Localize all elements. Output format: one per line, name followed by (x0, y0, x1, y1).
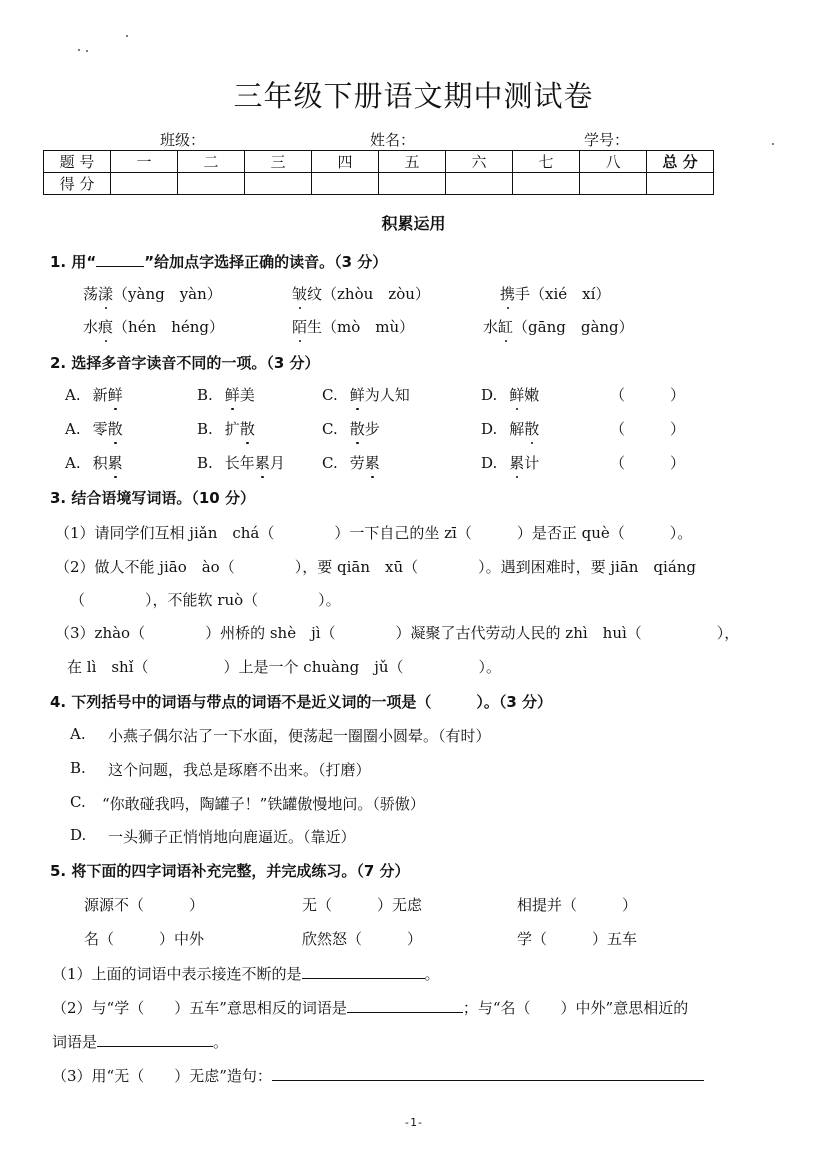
score-header-cell: 四 (312, 151, 379, 173)
q3-line: 在 lì shǐ（ ）上是一个 chuàng jǔ（ ）。 (67, 658, 502, 676)
score-cell[interactable] (111, 173, 178, 195)
q2-option-text: 计 (524, 454, 540, 472)
scan-speck (772, 143, 774, 145)
score-cell[interactable] (513, 173, 580, 195)
score-table-header-row (44, 151, 714, 173)
q2-option (481, 384, 539, 405)
q5-sub-2-text: （2）与“学（ ）五车”意思相反的词语是 (52, 999, 347, 1017)
q2-option-letter: A. (65, 420, 81, 438)
q2-option (322, 452, 380, 473)
q2-answer-paren[interactable]: （ ） (610, 386, 686, 404)
dotted-char: 累 (509, 454, 525, 472)
q2-option-letter: B. (197, 386, 213, 404)
score-cell[interactable] (245, 173, 312, 195)
q1-title-post: ”给加点字选择正确的读音。（3 分） (144, 253, 388, 271)
q2-option-letter: B. (197, 454, 213, 472)
dotted-char: 陌 (292, 318, 308, 336)
q2-option-letter: A. (65, 386, 81, 404)
class-label: 班级： (160, 131, 206, 149)
q5-idiom: 学（ ）五车 (517, 930, 638, 948)
q1-item (83, 316, 224, 337)
q5-idiom: 名（ ）中外 (84, 930, 205, 948)
q2-option-text: 为人知 (364, 386, 410, 404)
q2-option-letter: D. (481, 454, 498, 472)
q3-line: （1）请同学们互相 jiǎn chá（ ）一下自己的坐 zī（ ）是否正 què（ ）。 (55, 524, 693, 542)
q1-item (292, 316, 414, 337)
score-cell[interactable] (379, 173, 446, 195)
q2-option-text: 新 (92, 386, 108, 404)
q4-option-label: D. (70, 826, 87, 844)
q2-option (197, 384, 255, 405)
answer-blank[interactable] (272, 1066, 704, 1081)
q5-idiom: 相提并（ ） (517, 896, 638, 914)
dotted-char: 累 (107, 454, 123, 472)
q5-sub-2-line-2 (52, 1031, 228, 1052)
question-3-title: 3. 结合语境写词语。（10 分） (50, 489, 255, 507)
q1-title-pre: 1. 用“ (50, 253, 97, 271)
q1-pinyin-options: （xié xí） (530, 285, 611, 303)
score-header-cell: 三 (245, 151, 312, 173)
answer-blank[interactable] (347, 998, 463, 1013)
q4-option-text: 一头狮子正悄悄地向鹿逼近。（靠近） (108, 828, 356, 846)
q2-option-letter: B. (197, 420, 213, 438)
question-4-title: 4. 下列括号中的词语与带点的词语不是近义词的一项是（ ）。（3 分） (50, 693, 553, 711)
dotted-char: 漾 (98, 285, 114, 303)
q1-item-text: 水 (483, 318, 499, 336)
q4-option-label: A. (70, 725, 86, 743)
score-table (43, 150, 714, 195)
answer-blank[interactable] (302, 964, 425, 979)
q2-option-text: 积 (92, 454, 108, 472)
q1-item-text: 水 (83, 318, 99, 336)
score-header-cell: 二 (178, 151, 245, 173)
q2-option (65, 384, 123, 405)
score-header-cell: 八 (580, 151, 647, 173)
q5-sub-2-text-mid: ；与“名（ ）中外”意思相近的 (462, 999, 689, 1017)
q1-item (292, 283, 430, 304)
q4-option-label: C. (70, 793, 86, 811)
q1-item (483, 316, 634, 337)
q5-sub-1-end: 。 (424, 965, 440, 983)
q1-pinyin-options: （zhòu zòu） (322, 285, 430, 303)
q5-sub-3 (52, 1065, 704, 1086)
q2-option-text: 美 (239, 386, 255, 404)
q2-option (197, 418, 255, 439)
score-header-cell: 题 号 (44, 151, 111, 173)
q1-item-text: 纹 (307, 285, 323, 303)
q2-option-text: 嫩 (524, 386, 540, 404)
dotted-char: 缸 (498, 318, 514, 336)
q1-pinyin-options: （yàng yàn） (113, 285, 222, 303)
q5-sub-2 (52, 997, 688, 1018)
dotted-char: 鲜 (107, 386, 123, 404)
dotted-char: 散 (524, 420, 540, 438)
dotted-char: 散 (239, 420, 255, 438)
q2-option-text: 长年 (224, 454, 255, 472)
student-id-label: 学号： (584, 131, 630, 149)
question-1-title (50, 251, 387, 272)
q2-option-letter: C. (322, 386, 338, 404)
q3-line: （2）做人不能 jiāo ào（ ），要 qiān xū（ ）。遇到困难时，要 jiān qiáng (55, 558, 697, 576)
dotted-char: 鲜 (349, 386, 365, 404)
q2-option-letter: C. (322, 420, 338, 438)
q2-option (481, 452, 539, 473)
q5-idiom: 无（ ）无虑 (302, 896, 423, 914)
q5-idiom: 源源不（ ） (84, 896, 205, 914)
dotted-char: 鲜 (509, 386, 525, 404)
q2-answer-paren[interactable]: （ ） (610, 454, 686, 472)
q4-option-text: 小燕子偶尔沾了一下水面，便荡起一圈圈小圆晕。（有时） (108, 727, 491, 745)
dotted-char: 散 (349, 420, 365, 438)
q2-option (322, 418, 380, 439)
score-header-cell: 总 分 (647, 151, 714, 173)
q5-sub-1-text: （1）上面的词语中表示接连不断的是 (52, 965, 302, 983)
scan-speck (126, 35, 128, 37)
name-label: 姓名： (370, 131, 416, 149)
q1-item (83, 283, 222, 304)
answer-blank[interactable] (97, 1032, 213, 1047)
q5-sub-2-end: 。 (213, 1033, 229, 1051)
dotted-char: 鲜 (224, 386, 240, 404)
q5-idiom: 欣然怒（ ） (302, 930, 423, 948)
score-cell[interactable] (580, 173, 647, 195)
page-number: -1- (403, 1116, 424, 1129)
score-header-cell: 一 (111, 151, 178, 173)
score-cell[interactable] (446, 173, 513, 195)
q2-option (481, 418, 539, 439)
q2-option-text: 解 (509, 420, 525, 438)
page-title: 三年级下册语文期中测试卷 (233, 79, 594, 113)
section-title: 积累运用 (381, 214, 446, 233)
q1-item-text: 荡 (83, 285, 99, 303)
q2-option-letter: C. (322, 454, 338, 472)
q2-option-letter: D. (481, 420, 498, 438)
q5-sub-3-text: （3）用“无（ ）无虑”造句： (52, 1067, 272, 1085)
q2-option (65, 452, 123, 473)
q2-option-letter: A. (65, 454, 81, 472)
dotted-char: 痕 (98, 318, 114, 336)
score-header-cell: 六 (446, 151, 513, 173)
q4-option-text: “你敢碰我吗，陶罐子！”铁罐傲慢地问。（骄傲） (102, 795, 425, 813)
q1-pinyin-options: （gāng gàng） (513, 318, 634, 336)
q4-option-label: B. (70, 759, 86, 777)
q1-item-text: 生 (307, 318, 323, 336)
q5-sub-1 (52, 963, 440, 984)
dotted-char: 散 (107, 420, 123, 438)
dotted-char: 累 (364, 454, 380, 472)
dotted-char: 累 (254, 454, 270, 472)
q1-pinyin-options: （hén héng） (113, 318, 225, 336)
dotted-char: 皱 (292, 285, 308, 303)
q2-option-text: 零 (92, 420, 108, 438)
score-row-label: 得 分 (44, 173, 111, 195)
scan-speck (86, 50, 88, 52)
q3-line: （3）zhào（ ）州桥的 shè jì（ ）凝聚了古代劳动人民的 zhì huì（ ）， (55, 624, 740, 642)
q2-option-letter: D. (481, 386, 498, 404)
q2-option-text: 步 (364, 420, 380, 438)
score-cell[interactable] (178, 173, 245, 195)
score-header-cell: 五 (379, 151, 446, 173)
q2-option (322, 384, 410, 405)
q1-title-blank (96, 252, 144, 267)
q2-option-text: 扩 (224, 420, 240, 438)
q1-item-text: 手 (515, 285, 531, 303)
q5-sub-2-line2-text: 词语是 (52, 1033, 98, 1051)
q2-option (65, 418, 123, 439)
q1-item (500, 283, 610, 304)
score-cell[interactable] (312, 173, 379, 195)
q2-option (197, 452, 285, 473)
question-5-title: 5. 将下面的四字词语补充完整，并完成练习。（7 分） (50, 862, 410, 880)
score-header-cell: 七 (513, 151, 580, 173)
q4-option-text: 这个问题，我总是琢磨不出来。（打磨） (108, 761, 371, 779)
q3-line: （ ），不能软 ruò（ ）。 (70, 591, 341, 609)
q1-pinyin-options: （mò mù） (322, 318, 415, 336)
score-table-score-row (44, 173, 714, 195)
scan-speck (78, 49, 80, 51)
question-2-title: 2. 选择多音字读音不同的一项。（3 分） (50, 354, 320, 372)
q2-option-text: 劳 (349, 454, 365, 472)
score-cell[interactable] (647, 173, 714, 195)
dotted-char: 携 (500, 285, 516, 303)
q2-answer-paren[interactable]: （ ） (610, 420, 686, 438)
q2-option-text: 月 (269, 454, 285, 472)
